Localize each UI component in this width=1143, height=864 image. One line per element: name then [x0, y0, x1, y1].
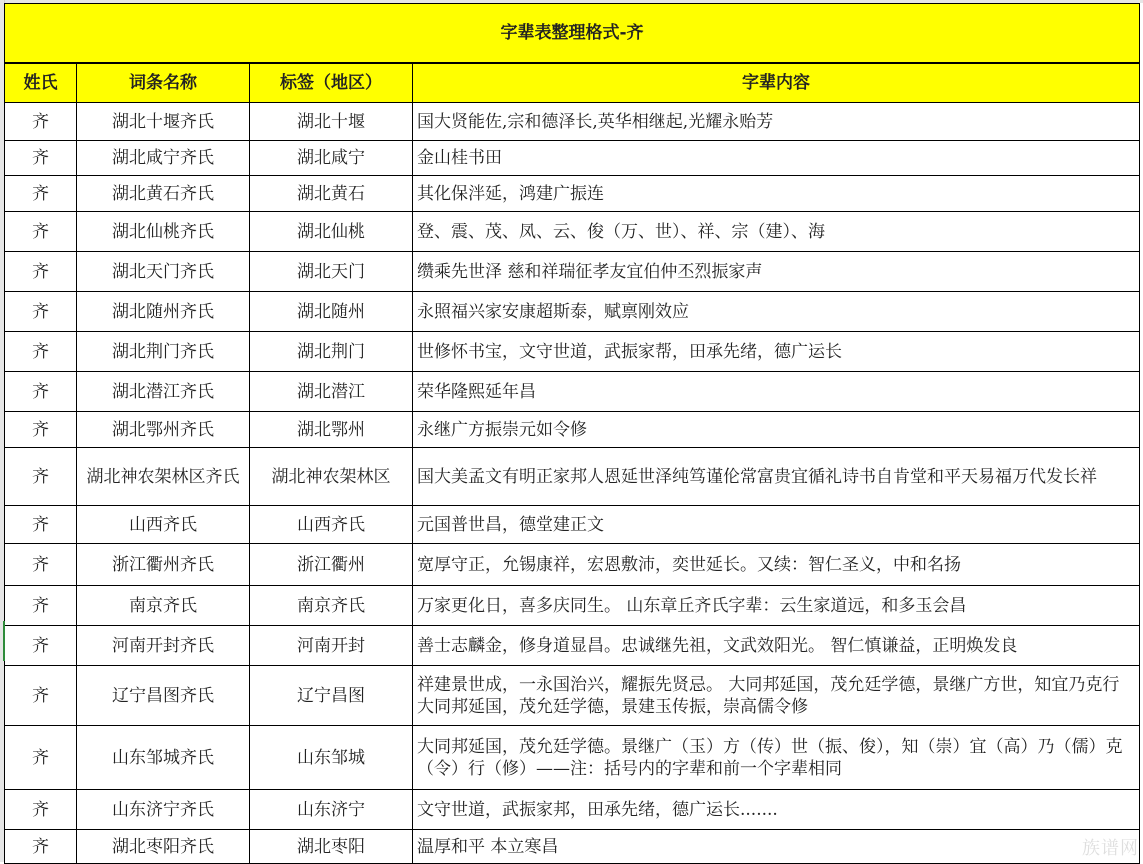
entry-name-cell[interactable]: 湖北仙桃齐氏 — [77, 212, 250, 252]
table-row — [5, 726, 1140, 790]
generation-content-cell[interactable]: 善士志麟金，修身道显昌。忠诚继先祖，文武效阳光。 智仁慎谦益，正明焕发良 — [413, 626, 1140, 666]
generation-content-cell[interactable]: 国大美孟文有明正家邦人恩延世泽纯笃谨伦常富贵宜循礼诗书自肯堂和平天易福万代发长祥 — [413, 448, 1140, 506]
entry-name-cell[interactable]: 湖北咸宁齐氏 — [77, 141, 250, 176]
entry-name-cell[interactable]: 湖北神农架林区齐氏 — [77, 448, 250, 506]
generation-content-cell[interactable]: 国大贤能佐,宗和德泽长,英华相继起,光耀永贻芳 — [413, 103, 1140, 141]
surname-cell[interactable]: 齐 — [5, 626, 77, 666]
watermark: 族谱网 — [1082, 838, 1139, 859]
surname-cell[interactable]: 齐 — [5, 506, 77, 544]
genealogy-table — [4, 3, 1140, 864]
table-row — [5, 666, 1140, 726]
header-surname[interactable]: 姓氏 — [5, 63, 77, 103]
entry-name-cell[interactable]: 湖北潜江齐氏 — [77, 372, 250, 412]
entry-name-cell[interactable]: 辽宁昌图齐氏 — [77, 666, 250, 726]
surname-cell[interactable]: 齐 — [5, 666, 77, 726]
table-row — [5, 448, 1140, 506]
entry-name-cell[interactable]: 山西齐氏 — [77, 506, 250, 544]
table-row — [5, 586, 1140, 626]
generation-content-cell[interactable]: 万家更化日，喜多庆同生。 山东章丘齐氏字辈：云生家道远，和多玉会昌 — [413, 586, 1140, 626]
entry-name-cell[interactable]: 浙江衢州齐氏 — [77, 544, 250, 586]
entry-name-cell[interactable]: 湖北随州齐氏 — [77, 292, 250, 332]
surname-cell[interactable]: 齐 — [5, 252, 77, 292]
tag-region-cell[interactable]: 湖北潜江 — [250, 372, 413, 412]
header-generation-content[interactable]: 字辈内容 — [413, 63, 1140, 103]
generation-content-cell[interactable]: 荣华隆熙延年昌 — [413, 372, 1140, 412]
table-row — [5, 176, 1140, 212]
generation-content-cell[interactable]: 永照福兴家安康超斯泰，赋禀刚效应 — [413, 292, 1140, 332]
table-row — [5, 626, 1140, 666]
table-row — [5, 332, 1140, 372]
surname-cell[interactable]: 齐 — [5, 544, 77, 586]
tag-region-cell[interactable]: 湖北天门 — [250, 252, 413, 292]
table-row — [5, 141, 1140, 176]
header-tag-region[interactable]: 标签（地区） — [250, 63, 413, 103]
entry-name-cell[interactable]: 山东邹城齐氏 — [77, 726, 250, 790]
surname-cell[interactable]: 齐 — [5, 212, 77, 252]
tag-region-cell[interactable]: 湖北十堰 — [250, 103, 413, 141]
table-row — [5, 252, 1140, 292]
generation-content-cell[interactable]: 永继广方振崇元如令修 — [413, 412, 1140, 448]
generation-content-cell[interactable]: 其化保泮延，鸿建广振连 — [413, 176, 1140, 212]
table-row — [5, 212, 1140, 252]
table-row — [5, 544, 1140, 586]
entry-name-cell[interactable]: 湖北鄂州齐氏 — [77, 412, 250, 448]
tag-region-cell[interactable]: 河南开封 — [250, 626, 413, 666]
surname-cell[interactable]: 齐 — [5, 332, 77, 372]
entry-name-cell[interactable]: 湖北黄石齐氏 — [77, 176, 250, 212]
tag-region-cell[interactable]: 湖北黄石 — [250, 176, 413, 212]
table-row — [5, 790, 1140, 830]
tag-region-cell[interactable]: 湖北神农架林区 — [250, 448, 413, 506]
table-row — [5, 372, 1140, 412]
generation-content-cell[interactable]: 大同邦延国，茂允廷学德。景继广（玉）方（传）世（振、俊），知（崇）宜（高）乃（儒）克（令）行（修）——注：括号内的字辈和前一个字辈相同 — [413, 726, 1140, 790]
surname-cell[interactable]: 齐 — [5, 372, 77, 412]
surname-cell[interactable]: 齐 — [5, 448, 77, 506]
surname-cell[interactable]: 齐 — [5, 586, 77, 626]
tag-region-cell[interactable]: 湖北咸宁 — [250, 141, 413, 176]
surname-cell[interactable]: 齐 — [5, 412, 77, 448]
generation-content-cell[interactable]: 登、震、茂、凤、云、俊（万、世）、祥、宗（建）、海 — [413, 212, 1140, 252]
entry-name-cell[interactable]: 湖北天门齐氏 — [77, 252, 250, 292]
surname-cell[interactable]: 齐 — [5, 141, 77, 176]
entry-name-cell[interactable]: 河南开封齐氏 — [77, 626, 250, 666]
tag-region-cell[interactable]: 辽宁昌图 — [250, 666, 413, 726]
tag-region-cell[interactable]: 湖北仙桃 — [250, 212, 413, 252]
entry-name-cell[interactable]: 南京齐氏 — [77, 586, 250, 626]
generation-content-cell[interactable]: 缵乘先世泽 慈和祥瑞征孝友宜伯仲丕烈振家声 — [413, 252, 1140, 292]
surname-cell[interactable]: 齐 — [5, 830, 77, 864]
entry-name-cell[interactable]: 湖北荆门齐氏 — [77, 332, 250, 372]
tag-region-cell[interactable]: 山西齐氏 — [250, 506, 413, 544]
surname-cell[interactable]: 齐 — [5, 176, 77, 212]
row-selection-marker — [3, 621, 5, 661]
header-entry-name[interactable]: 词条名称 — [77, 63, 250, 103]
table-row — [5, 103, 1140, 141]
table-row — [5, 292, 1140, 332]
tag-region-cell[interactable]: 湖北荆门 — [250, 332, 413, 372]
table-row — [5, 412, 1140, 448]
surname-cell[interactable]: 齐 — [5, 726, 77, 790]
surname-cell[interactable]: 齐 — [5, 790, 77, 830]
tag-region-cell[interactable]: 南京齐氏 — [250, 586, 413, 626]
tag-region-cell[interactable]: 山东邹城 — [250, 726, 413, 790]
entry-name-cell[interactable]: 山东济宁齐氏 — [77, 790, 250, 830]
generation-content-cell[interactable]: 金山桂书田 — [413, 141, 1140, 176]
generation-content-cell[interactable]: 文守世道，武振家邦，田承先绪，德广运长....... — [413, 790, 1140, 830]
generation-content-cell[interactable]: 祥建景世成，一永国治兴，耀振先贤忌。 大同邦延国，茂允廷学德，景继广方世，知宜乃克行 大同邦延国，茂允廷学德，景建玉传振，崇高儒令修 — [413, 666, 1140, 726]
generation-content-cell[interactable]: 温厚和平 本立寒昌 — [413, 830, 1140, 864]
tag-region-cell[interactable]: 湖北鄂州 — [250, 412, 413, 448]
generation-content-cell[interactable]: 宽厚守正，允锡康祥，宏恩敷沛，奕世延长。又续：智仁圣义，中和名扬 — [413, 544, 1140, 586]
tag-region-cell[interactable]: 湖北枣阳 — [250, 830, 413, 864]
entry-name-cell[interactable]: 湖北十堰齐氏 — [77, 103, 250, 141]
header-row — [5, 63, 1140, 103]
surname-cell[interactable]: 齐 — [5, 103, 77, 141]
entry-name-cell[interactable]: 湖北枣阳齐氏 — [77, 830, 250, 864]
surname-cell[interactable]: 齐 — [5, 292, 77, 332]
generation-content-cell[interactable]: 世修怀书宝，文守世道，武振家帮，田承先绪，德广运长 — [413, 332, 1140, 372]
table-row — [5, 506, 1140, 544]
tag-region-cell[interactable]: 浙江衢州 — [250, 544, 413, 586]
sheet-title[interactable]: 字辈表整理格式-齐 — [5, 4, 1140, 64]
tag-region-cell[interactable]: 山东济宁 — [250, 790, 413, 830]
generation-content-cell[interactable]: 元国普世昌，德堂建正文 — [413, 506, 1140, 544]
tag-region-cell[interactable]: 湖北随州 — [250, 292, 413, 332]
table-row — [5, 830, 1140, 864]
